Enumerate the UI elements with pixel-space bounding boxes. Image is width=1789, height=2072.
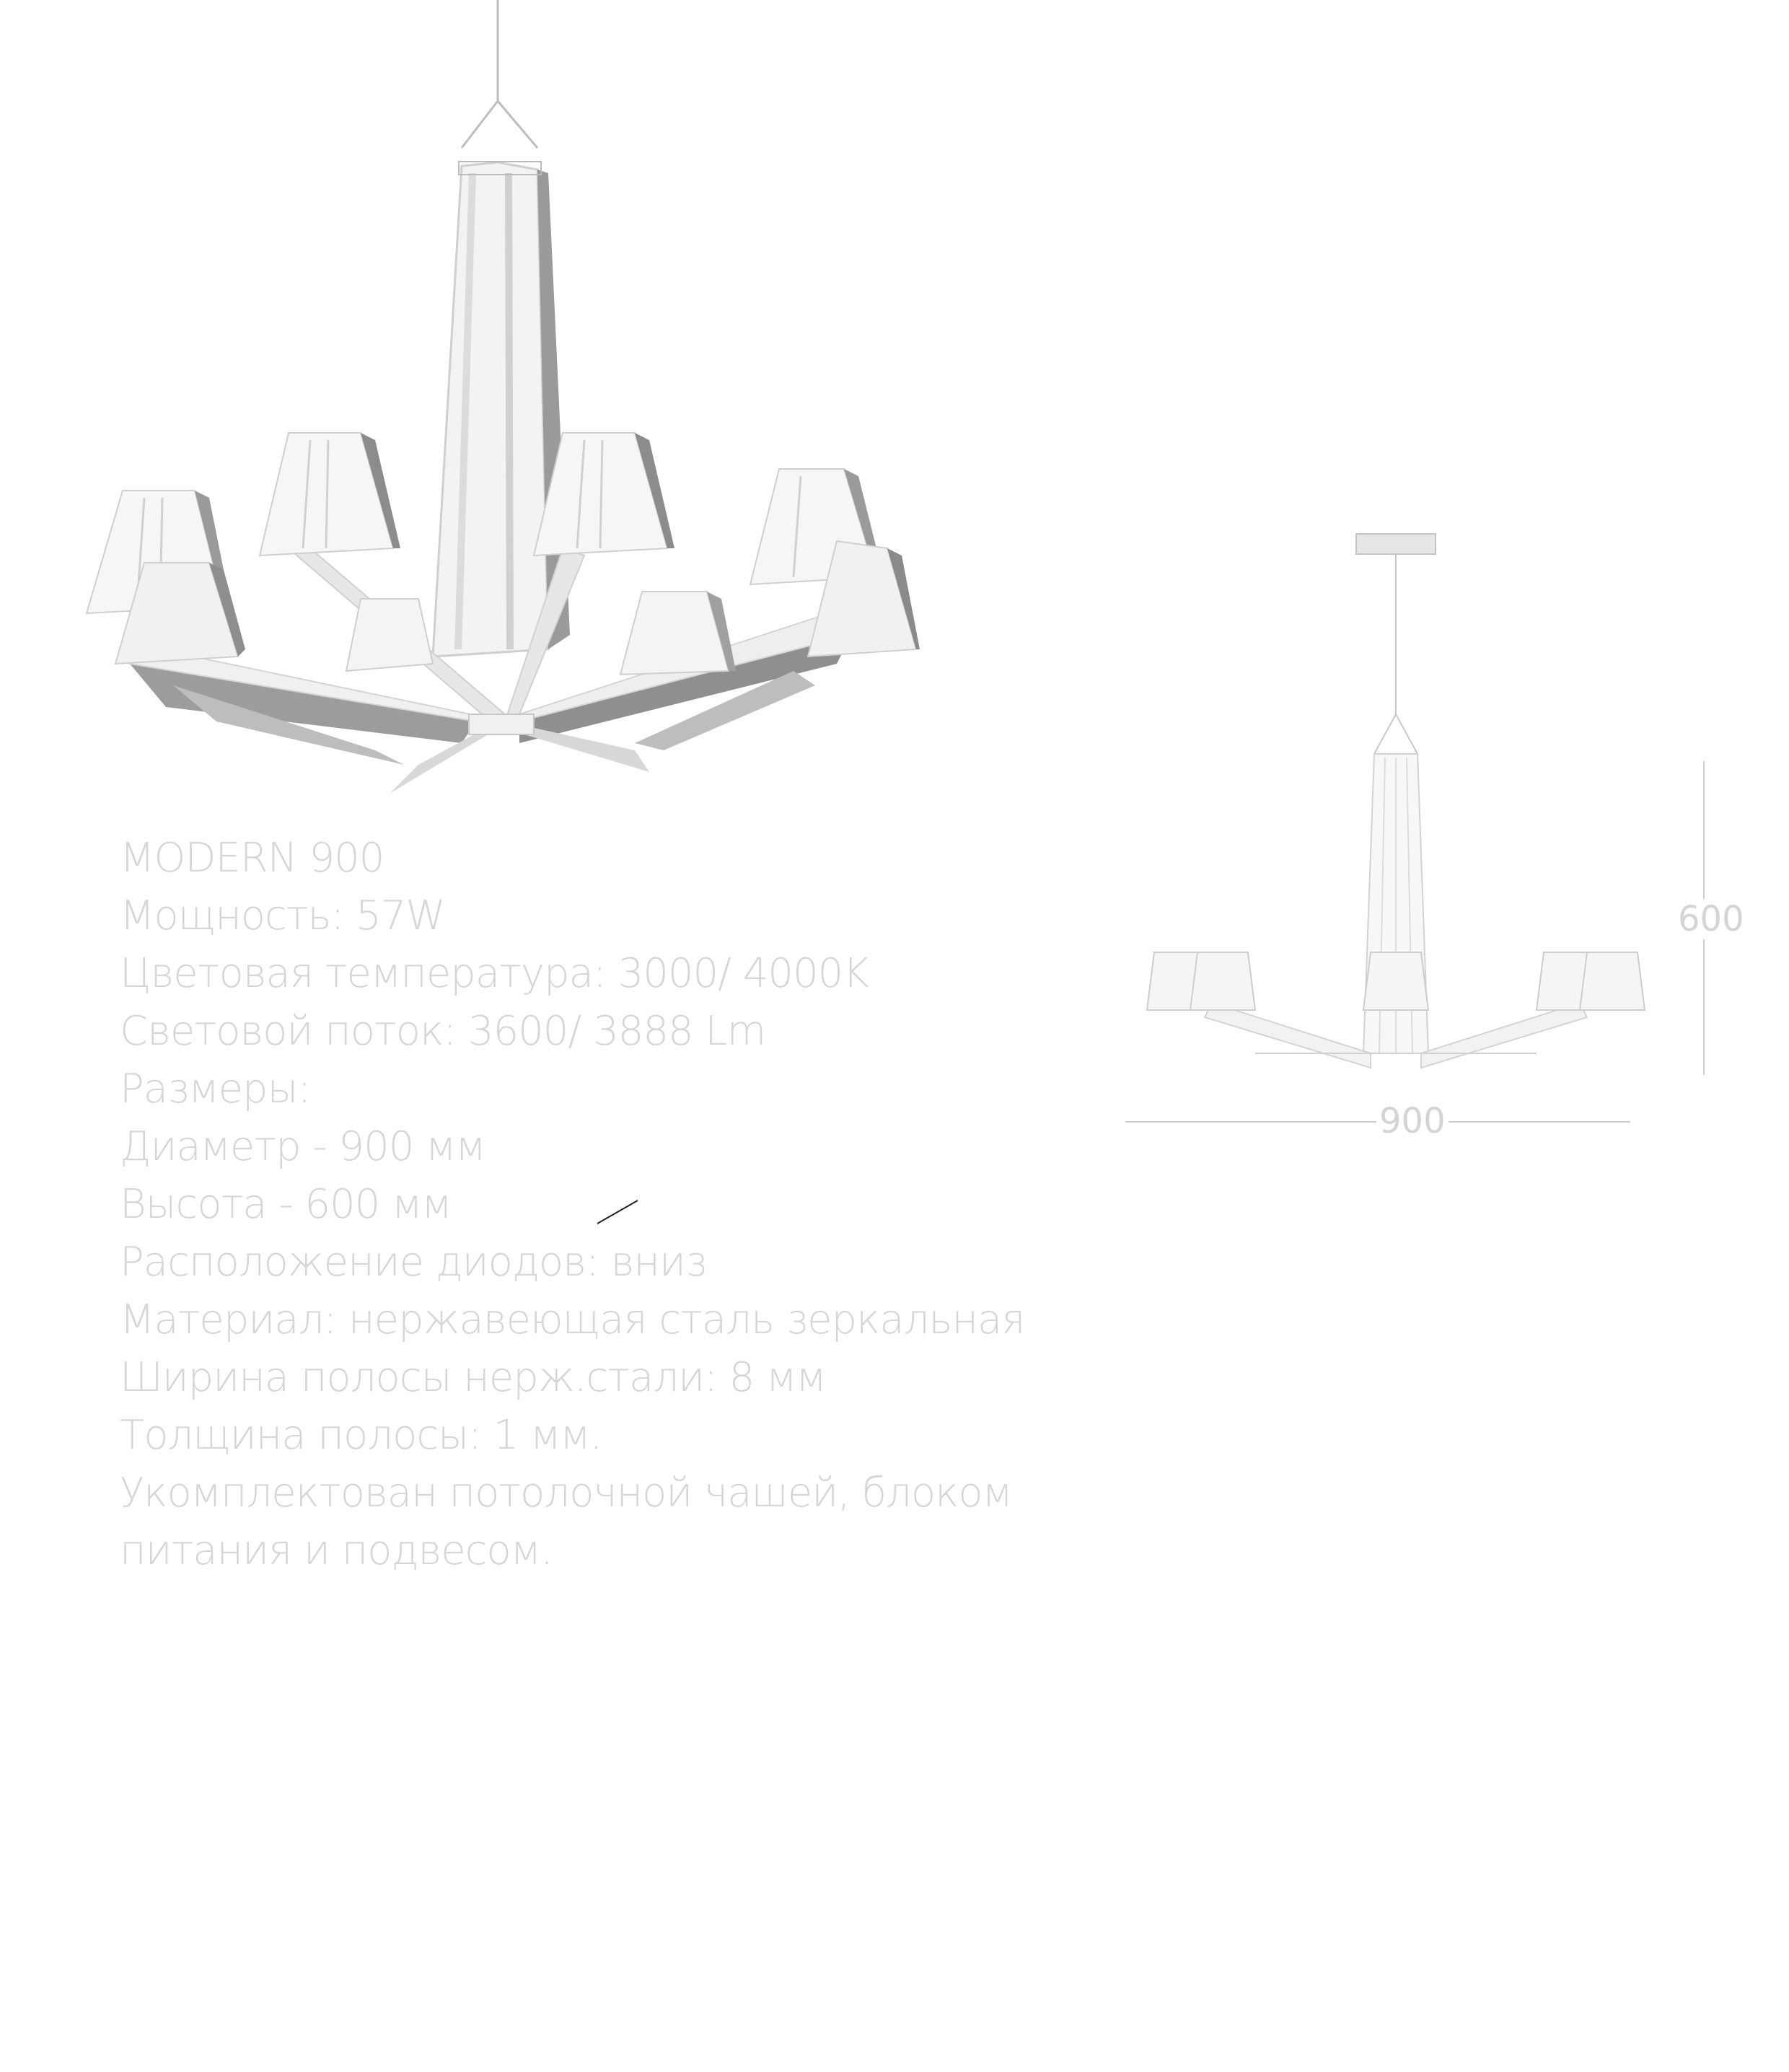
spec-height: Высота - 600 мм <box>120 1181 452 1228</box>
spec-strip-width: Ширина полосы нерж.стали: 8 мм <box>120 1354 826 1401</box>
spec-material: Материал: нержавеющая сталь зеркальная <box>120 1296 1025 1343</box>
spec-diode-position: Расположение диодов: вниз <box>120 1239 707 1286</box>
width-dimension-label: 900 <box>1376 1101 1449 1141</box>
product-name: MODERN 900 <box>120 835 384 882</box>
spec-package-line-1: Укомплектован потолочной чашей, блоком <box>120 1470 1012 1516</box>
spec-dimensions-heading: Размеры: <box>120 1066 311 1112</box>
spec-strip-thickness: Толщина полосы: 1 мм. <box>120 1412 602 1459</box>
chandelier-perspective-render <box>0 0 938 808</box>
chandelier-side-elevation <box>1125 505 1739 1154</box>
height-dimension-label: 600 <box>1675 899 1747 939</box>
spec-text-block <box>120 830 1025 1580</box>
spec-diameter: Диаметр - 900 мм <box>120 1123 485 1170</box>
stroke-mark <box>596 1198 639 1226</box>
spec-luminous-flux: Световой поток: 3600/ 3888 Lm <box>120 1008 766 1055</box>
spec-color-temperature: Цветовая температура: 3000/ 4000K <box>120 950 869 997</box>
spec-power: Мощность: 57W <box>120 892 445 939</box>
spec-package-line-2: питания и подвесом. <box>120 1527 553 1574</box>
